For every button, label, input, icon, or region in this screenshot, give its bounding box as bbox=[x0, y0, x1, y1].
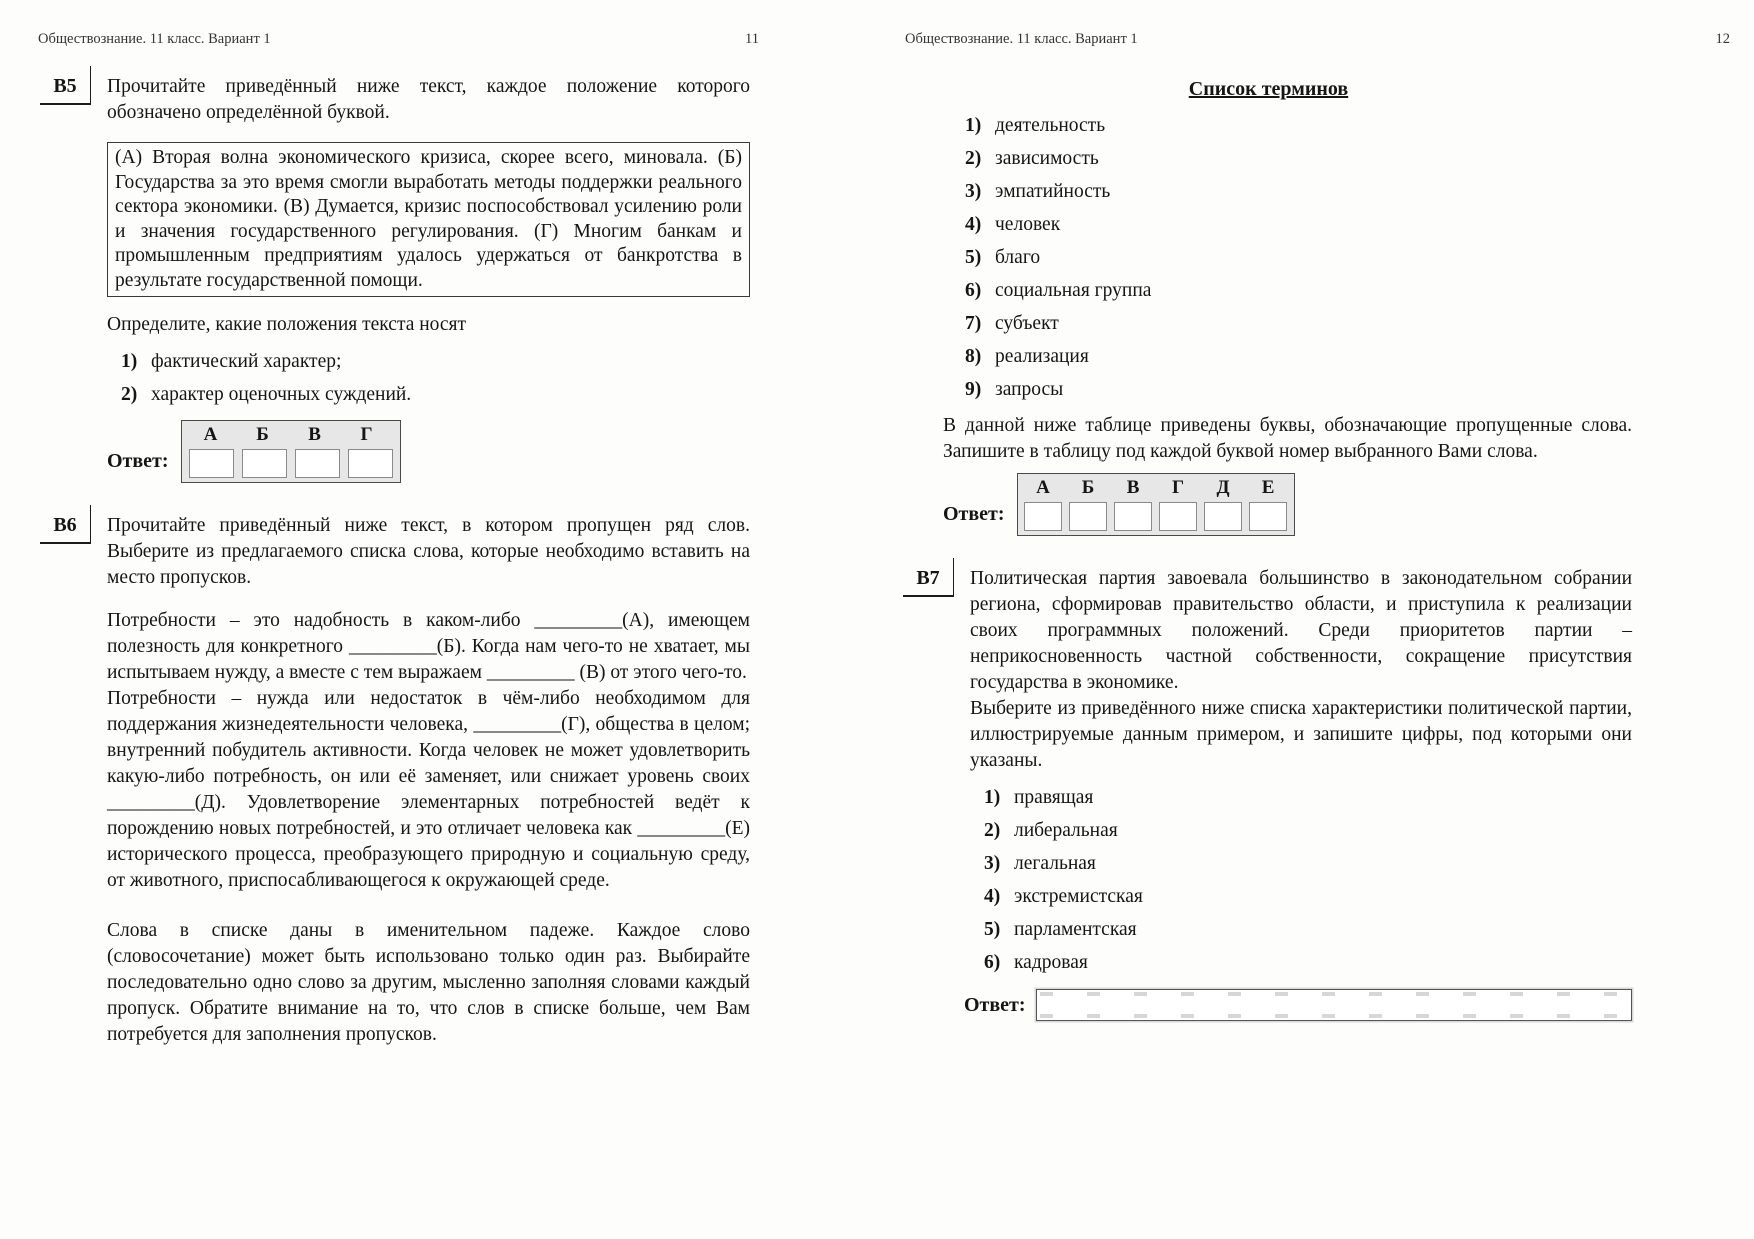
terms-list bbox=[965, 113, 1632, 403]
term-4 bbox=[965, 212, 1632, 238]
b6-answer-table-header bbox=[1018, 474, 1294, 501]
page-right-header-title: Обществознание. 11 класс. Вариант 1 bbox=[905, 31, 1138, 47]
b5-answer-cell-a[interactable] bbox=[189, 449, 234, 478]
b5-option-1-number: 1) bbox=[121, 351, 138, 372]
page-left-header-title: Обществознание. 11 класс. Вариант 1 bbox=[38, 31, 271, 47]
b5-option-1-label: фактический характер; bbox=[151, 351, 342, 372]
b7-option-6 bbox=[984, 950, 1632, 976]
b5-answer-col-v: В bbox=[308, 424, 321, 445]
b6-answer-col-d: Д bbox=[1216, 477, 1230, 498]
b5-answer-cells bbox=[182, 448, 400, 482]
task-b6 bbox=[40, 513, 750, 1048]
term-2 bbox=[965, 146, 1632, 172]
term-6-number: 6) bbox=[965, 280, 982, 301]
b7-option-5-label: парламентская bbox=[1014, 919, 1137, 940]
term-9-number: 9) bbox=[965, 379, 982, 400]
b7-option-4-label: экстремистская bbox=[1014, 886, 1143, 907]
b7-prompt-text: Выберите из приведённого ниже списка характеристики политической партии, иллюстрируемые данным примером, и запишите цифры, под которыми они указаны. bbox=[970, 698, 1632, 771]
term-7-label: субъект bbox=[995, 313, 1059, 334]
term-4-number: 4) bbox=[965, 214, 982, 235]
term-8 bbox=[965, 344, 1632, 370]
b5-option-2-number: 2) bbox=[121, 384, 138, 405]
page-left-header-row bbox=[38, 30, 759, 48]
page-right-page-number: 12 bbox=[1715, 31, 1730, 47]
term-2-number: 2) bbox=[965, 148, 982, 169]
task-b7-number: В7 bbox=[903, 558, 954, 597]
b5-option-1 bbox=[121, 349, 750, 375]
terms-list-title: Список терминов bbox=[1188, 78, 1349, 100]
b7-option-6-label: кадровая bbox=[1014, 952, 1088, 973]
b7-answer-row bbox=[964, 989, 1632, 1021]
b7-option-2 bbox=[984, 818, 1632, 844]
task-b5 bbox=[40, 74, 750, 483]
term-7 bbox=[965, 311, 1632, 337]
b6-answer-col-g: Г bbox=[1172, 477, 1185, 498]
term-5-number: 5) bbox=[965, 247, 982, 268]
b5-option-2-label: характер оценочных суждений. bbox=[151, 384, 412, 405]
b7-option-4 bbox=[984, 884, 1632, 910]
b7-answer-input-box[interactable] bbox=[1036, 989, 1632, 1021]
b5-answer-col-a: А bbox=[203, 424, 218, 445]
b7-option-5-number: 5) bbox=[984, 919, 1001, 940]
b6-answer-col-v: В bbox=[1126, 477, 1140, 498]
b6-answer-cell-a[interactable] bbox=[1024, 502, 1062, 531]
term-9 bbox=[965, 377, 1632, 403]
b6-answer-table-note: В данной ниже таблице приведены буквы, обозначающие пропущенные слова. Запишите в таблицу под каждой буквой номер выбранного Вами слова. bbox=[943, 415, 1632, 462]
b5-answer-cell-b[interactable] bbox=[242, 449, 287, 478]
b6-gap-text-paragraph-1: Потребности – это надобность в каком-либо _________(А), имеющем полезность для конкретного _________(Б). Когда нам чего-то не хватает, мы испытываем нужду, а вместе с тем выражаем _________ (В) от этого чего-то. bbox=[107, 610, 750, 683]
b7-answer-label: Ответ: bbox=[964, 994, 1026, 1016]
b7-option-2-label: либеральная bbox=[1014, 820, 1118, 841]
b6-answer-cell-d[interactable] bbox=[1204, 502, 1242, 531]
b6-answer-cell-g[interactable] bbox=[1159, 502, 1197, 531]
term-2-label: зависимость bbox=[995, 148, 1099, 169]
b6-answer-cell-b[interactable] bbox=[1069, 502, 1107, 531]
page-right bbox=[877, 0, 1754, 1239]
task-b5-number: В5 bbox=[40, 66, 91, 105]
b6-answer-cell-v[interactable] bbox=[1114, 502, 1152, 531]
b7-option-1-label: правящая bbox=[1014, 787, 1094, 808]
term-4-label: человек bbox=[995, 214, 1061, 235]
b5-answer-table-header bbox=[182, 421, 400, 448]
term-3-label: эмпатийность bbox=[995, 181, 1111, 202]
b5-answer-col-g: Г bbox=[360, 424, 373, 445]
term-1 bbox=[965, 113, 1632, 139]
term-7-number: 7) bbox=[965, 313, 982, 334]
term-5 bbox=[965, 245, 1632, 271]
b7-option-3 bbox=[984, 851, 1632, 877]
term-8-label: реализация bbox=[995, 346, 1089, 367]
b7-option-2-number: 2) bbox=[984, 820, 1001, 841]
task-b7 bbox=[903, 566, 1632, 1021]
b6-answer-table bbox=[1017, 473, 1295, 536]
b6-gap-text-paragraph-2: Потребности – нужда или недостаток в чём-либо необходимом для поддержания жизнедеятельности человека, _________(Г), общества в целом; внутренний побудитель активности. Когда человек не может удовлетворить какую-либо потребность, он или её заменяет, или снижает уровень своих _________(Д). Удовлетворение элементарных потребностей ведёт к порождению новых потребностей, и это отличает человека как _________(Е) исторического процесса, преобразующего природную и социальную среду, от животного, приспосабливающегося к окружающей среде. bbox=[107, 688, 750, 891]
term-1-number: 1) bbox=[965, 115, 982, 136]
b5-intro-text: Прочитайте приведённый ниже текст, каждое положение которого обозначено определённой буквой. bbox=[107, 76, 750, 123]
page-left-page-number: 11 bbox=[745, 31, 759, 47]
b5-answer-table bbox=[181, 420, 401, 483]
b6-answer-row bbox=[943, 473, 1754, 536]
task-b6-number: В6 bbox=[40, 505, 91, 544]
b7-option-1-number: 1) bbox=[984, 787, 1001, 808]
term-6 bbox=[965, 278, 1632, 304]
b5-option-2 bbox=[121, 382, 750, 408]
b6-answer-col-a: А bbox=[1036, 477, 1050, 498]
b5-prompt-text: Определите, какие положения текста носят bbox=[107, 314, 467, 335]
term-8-number: 8) bbox=[965, 346, 982, 367]
term-9-label: запросы bbox=[995, 379, 1064, 400]
term-6-label: социальная группа bbox=[995, 280, 1152, 301]
b5-answer-cell-g[interactable] bbox=[348, 449, 393, 478]
b5-answer-row bbox=[107, 420, 750, 483]
b6-answer-cell-e[interactable] bbox=[1249, 502, 1287, 531]
b6-instructions-paragraph: Слова в списке даны в именительном падеже. Каждое слово (словосочетание) может быть использовано только один раз. Выбирайте последовательно одно слово за другим, мысленно заполняя словами каждый пропуск. Обратите внимание на то, что слов в списке больше, чем Вам потребуется для заполнения пропусков. bbox=[107, 920, 750, 1045]
b6-answer-col-b: Б bbox=[1081, 477, 1095, 498]
b6-intro-text: Прочитайте приведённый ниже текст, в котором пропущен ряд слов. Выберите из предлагаемого списка слова, которые необходимо вставить на место пропусков. bbox=[107, 515, 750, 588]
term-3 bbox=[965, 179, 1632, 205]
b6-answer-cells bbox=[1018, 501, 1294, 535]
b7-option-1 bbox=[984, 785, 1632, 811]
term-1-label: деятельность bbox=[995, 115, 1106, 136]
b7-option-3-number: 3) bbox=[984, 853, 1001, 874]
b5-answer-cell-v[interactable] bbox=[295, 449, 340, 478]
b5-answer-label: Ответ: bbox=[107, 450, 169, 472]
b6-answer-col-e: Е bbox=[1261, 477, 1275, 498]
b5-source-text-box: (А) Вторая волна экономического кризиса, скорее всего, миновала. (Б) Государства за это время смогли выработать методы поддержки реального сектора экономики. (В) Думается, кризис поспособствовал усилению роли и значения государственного регулирования. (Г) Многим банкам и промышленным предприятиям удалось удержаться от банкротства в результате государственной помощи. bbox=[107, 142, 750, 297]
b7-option-3-label: легальная bbox=[1014, 853, 1096, 874]
b7-option-6-number: 6) bbox=[984, 952, 1001, 973]
b7-case-text: Политическая партия завоевала большинство в законодательном собрании региона, сформировав правительство области, и приступила к реализации своих программных положений. Среди приоритетов партии – неприкосновенность частной собственности, сокращение присутствия государства в экономике. bbox=[970, 568, 1632, 693]
b7-option-4-number: 4) bbox=[984, 886, 1001, 907]
b6-answer-label: Ответ: bbox=[943, 503, 1005, 525]
b5-answer-col-b: Б bbox=[256, 424, 269, 445]
page-right-header-row bbox=[905, 30, 1730, 48]
b7-option-5 bbox=[984, 917, 1632, 943]
term-3-number: 3) bbox=[965, 181, 982, 202]
term-5-label: благо bbox=[995, 247, 1041, 268]
